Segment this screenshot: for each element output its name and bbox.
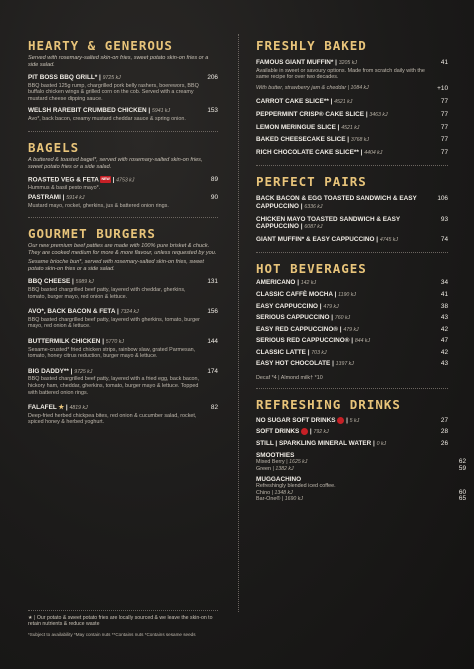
item-price: 65 xyxy=(458,495,466,503)
item-price: +10 xyxy=(437,84,448,92)
item-price: 131 xyxy=(207,278,218,286)
item-name: RICH CHOCOLATE CAKE SLICE xyxy=(256,148,354,156)
item-price: 174 xyxy=(207,367,218,375)
item-kj: 479 kJ xyxy=(343,326,359,333)
menu-item[interactable]: LEMON MERINGUE SLICE | 4521 kJ 77 xyxy=(256,123,448,131)
section-divider xyxy=(256,388,448,389)
item-kj: 142 kJ xyxy=(300,280,317,287)
item-price: 77 xyxy=(440,148,448,156)
menu-item[interactable]: PEPPERMINT CRISP® CAKE SLICE | 3463 kJ 77 xyxy=(256,110,448,118)
variant-name: Mixed Berry xyxy=(256,459,285,466)
item-price: 43 xyxy=(440,360,448,368)
item-kj: 4521 kJ xyxy=(341,124,360,131)
menu-item[interactable]: BACK BACON & EGG TOASTED SANDWICH & EASY CAPPUCCINO | 6336 kJ 106 xyxy=(256,195,448,210)
hot-beverage-list xyxy=(256,279,448,369)
variant-name: Green xyxy=(256,466,271,472)
menu-item[interactable]: EASY RED CAPPUCCINO® | 479 kJ 42 xyxy=(256,325,448,333)
variant-name: Bar-One® xyxy=(256,496,281,503)
new-badge: NEW xyxy=(100,176,110,184)
smoothies-label: SMOOTHIES xyxy=(256,451,295,459)
item-price: 38 xyxy=(440,302,448,310)
item-name: NO SUGAR SOFT DRINKS xyxy=(256,416,336,424)
burgers-intro-2: Sesame brioche bun*, served with rosemary-salted skin-on fries, sweet potato skin-on fries or a side salad. xyxy=(28,259,204,273)
item-kj: 1625 kJ xyxy=(289,459,308,466)
item-name: SERIOUS RED CAPPUCCINO® xyxy=(256,337,350,345)
item-kj: 479 kJ xyxy=(323,303,339,310)
menu-item-extra[interactable]: With butter, strawberry jam & cheddar | 1084 kJ +10 xyxy=(256,84,448,92)
item-name: EASY HOT CHOCOLATE xyxy=(256,360,331,368)
item-price: 144 xyxy=(207,337,218,345)
item-name: SOFT DRINKS xyxy=(256,428,300,436)
right-column xyxy=(256,38,466,503)
section-divider xyxy=(28,131,218,132)
left-column xyxy=(28,38,218,426)
menu-item[interactable]: ROASTED VEG & FETA NEW | 4753 kJ 89 Hummus & basil pesto mayo*. xyxy=(28,175,218,191)
item-price: 106 xyxy=(437,195,448,203)
item-name: CLASSIC LATTE xyxy=(256,348,306,356)
item-kj: 1382 kJ xyxy=(275,466,294,472)
menu-item[interactable]: BIG DADDY** | 9725 kJ 174 BBQ basted chargrilled beef patty, layered with a fried egg, back bacon, hickory ham, cheddar, gherkins, tomato, burger mayo & lettuce. Topped with battered onion rings. xyxy=(28,367,218,396)
menu-item[interactable]: AMERICANO | 142 kJ 34 xyxy=(256,279,448,287)
item-kj: 703 kJ xyxy=(311,349,327,356)
item-name: EASY CAPPUCCINO xyxy=(256,302,319,310)
bagels-title: BAGELS xyxy=(28,139,80,155)
muggachino-label: MUGGACHINO xyxy=(256,475,302,483)
coca-cola-icon xyxy=(337,417,344,424)
item-price: 42 xyxy=(440,325,448,333)
item-name: BUTTERMILK CHICKEN xyxy=(28,337,101,345)
menu-item[interactable]: EASY CAPPUCCINO | 479 kJ 38 xyxy=(256,302,448,310)
item-price: 153 xyxy=(207,107,218,115)
item-price: 41 xyxy=(440,59,448,66)
item-kj: 5914 kJ xyxy=(66,195,85,202)
item-price: 77 xyxy=(440,110,448,118)
item-price: 93 xyxy=(440,215,448,223)
item-name: SERIOUS CAPPUCCINO xyxy=(256,314,330,322)
item-name: BBQ CHEESE xyxy=(28,278,71,286)
item-price: 59 xyxy=(458,465,466,472)
item-name: ROASTED VEG & FETA xyxy=(28,176,99,184)
item-price: 90 xyxy=(210,194,218,202)
item-price: 77 xyxy=(440,123,448,131)
item-name: AMERICANO xyxy=(256,279,296,287)
menu-item[interactable]: STILL | SPARKLING MINERAL WATER | 0 kJ 26 xyxy=(256,440,448,448)
item-sup: ** xyxy=(323,98,329,106)
item-name: WELSH RAREBIT CRUMBED CHICKEN xyxy=(28,107,147,115)
menu-item[interactable]: SERIOUS RED CAPPUCCINO® | 844 kJ 47 xyxy=(256,337,448,345)
menu-item[interactable]: FALAFEL ★ | 4819 kJ 82 Deep-fried herbed chickpea bites, red onion & cucumber salad, rocket, spiced honey & herbed yoghurt. xyxy=(28,404,218,426)
item-name: BIG DADDY xyxy=(28,367,64,375)
item-kj: 4521 kJ xyxy=(334,99,353,106)
item-kj: 6336 kJ xyxy=(304,203,323,210)
item-kj: 4404 kJ xyxy=(364,149,383,156)
menu-item[interactable]: PIT BOSS BBQ GRILL* | 9725 kJ 206 BBQ basted 125g rump, chargrilled pork belly rashers, boerewors, BBQ buffalo chicken wings & grilled corn on the cob. Served with a creamy mustard cheese dipping sauce. xyxy=(28,74,218,102)
item-desc: BBQ basted 125g rump, chargrilled pork belly rashers, boerewors, BBQ buffalo chicken wings & grilled corn on the cob. Served with a creamy mustard cheese dipping sauce. xyxy=(28,82,199,102)
baked-title: FRESHLY BAKED xyxy=(256,38,367,53)
item-kj: 3205 kJ xyxy=(338,60,357,66)
coca-cola-icon xyxy=(301,428,308,435)
menu-item[interactable]: EASY HOT CHOCOLATE | 1397 kJ 43 xyxy=(256,360,448,368)
menu-item[interactable]: FAMOUS GIANT MUFFIN* | 3205 kJ 41 Available in sweet or savoury options. Made from scratch daily with the same recipe for over two decades. xyxy=(256,59,448,81)
item-name: STILL | SPARKLING MINERAL WATER xyxy=(256,440,372,448)
menu-item[interactable]: BAKED CHEESECAKE SLICE | 3768 kJ 77 xyxy=(256,136,448,144)
item-sup: ** xyxy=(353,148,359,156)
menu-item[interactable]: SOFT DRINKS | 792 kJ 28 xyxy=(256,428,448,436)
footer xyxy=(28,610,248,638)
item-name: CLASSIC CAFFÈ MOCHA xyxy=(256,290,333,298)
menu-item[interactable]: SMOOTHIES Mixed Berry | 1625 kJ 62 Green | 1382 kJ 59 xyxy=(256,451,466,472)
cold-title: REFRESHING DRINKS xyxy=(256,396,401,412)
item-price: 41 xyxy=(440,290,448,298)
item-name: CHICKEN MAYO TOASTED SANDWICH & EASY CAPPUCCINO xyxy=(256,215,401,231)
section-divider xyxy=(28,217,218,218)
item-price: 156 xyxy=(207,308,218,316)
menu-item[interactable]: SERIOUS CAPPUCCINO | 760 kJ 43 xyxy=(256,314,448,322)
item-name: EASY RED CAPPUCCINO® xyxy=(256,325,339,333)
item-kj: 1190 kJ xyxy=(338,291,356,298)
item-price: 42 xyxy=(440,348,448,356)
item-price: 206 xyxy=(207,74,218,81)
menu-item[interactable]: CARROT CAKE SLICE** | 4521 kJ 77 xyxy=(256,98,448,106)
item-kj: 4819 kJ xyxy=(69,405,88,412)
menu-item[interactable]: RICH CHOCOLATE CAKE SLICE** | 4404 kJ 77 xyxy=(256,148,448,156)
burgers-title: GOURMET BURGERS xyxy=(28,226,156,242)
item-kj: 1690 kJ xyxy=(284,496,303,503)
item-desc: BBQ basted chargrilled beef patty, layered with gherkins, tomato, burger mayo, red onion & lettuce. xyxy=(28,316,200,330)
item-name: AVO*, BACK BACON & FETA xyxy=(28,308,116,316)
menu-item[interactable]: AVO*, BACK BACON & FETA | 7324 kJ 156 BBQ basted chargrilled beef patty, layered with gherkins, tomato, burger mayo, red onion & lettuce. xyxy=(28,308,218,330)
menu-item[interactable]: BUTTERMILK CHICKEN | 5770 kJ 144 Sesame-crusted* fried chicken strips, rainbow slaw, grated Parmesan, tomato, honey citrus reduction, burger mayo & lettuce. xyxy=(28,337,218,360)
section-divider xyxy=(256,252,448,253)
extra-label: With butter, strawberry jam & cheddar xyxy=(256,84,347,91)
footer-divider xyxy=(28,610,218,611)
item-kj: 7324 kJ xyxy=(120,309,139,316)
item-desc: BBQ basted chargrilled beef patty, layered with a fried egg, back bacon, hickory ham, cheddar, gherkins, tomato, burger mayo & lettuce. Topped with battered onion rings. xyxy=(28,376,200,396)
menu-item[interactable]: MUGGACHINO Refreshingly blended iced coffee. Chino | 1348 kJ 60 Bar-One® | 1690 kJ 65 xyxy=(256,475,466,503)
item-name: BACK BACON & EGG TOASTED SANDWICH & EASY CAPPUCCINO xyxy=(256,195,417,210)
item-desc: Deep-fried herbed chickpea bites, red onion & cucumber salad, rocket, spiced honey & herbed yoghurt. xyxy=(28,412,197,426)
star-icon: ★ xyxy=(58,404,65,412)
item-desc: BBQ basted chargrilled beef patty, layered with cheddar, gherkins, tomato, burger mayo, red onion & lettuce. xyxy=(28,287,186,300)
item-kj: 6087 kJ xyxy=(304,224,323,231)
item-desc: Hummus & basil pesto mayo*. xyxy=(28,184,101,191)
item-kj: 1348 kJ xyxy=(274,489,293,496)
variant-name: Chino xyxy=(256,489,271,496)
item-kj: 792 kJ xyxy=(313,429,329,436)
item-desc: Avo*, back bacon, creamy mustard cheddar sauce & spring onion. xyxy=(28,115,186,122)
item-desc: Mustard mayo, rocket, gherkins, jus & battered onion rings. xyxy=(28,202,169,209)
menu-item[interactable]: PASTRAMI | 5914 kJ 90 Mustard mayo, rocket, gherkins, jus & battered onion rings. xyxy=(28,194,218,209)
item-kj: 5941 kJ xyxy=(151,108,171,115)
column-divider xyxy=(238,34,240,612)
hearty-intro: Served with rosemary-salted skin-on fries, sweet potato skin-on fries or a side salad. xyxy=(28,55,209,68)
item-desc: Refreshingly blended iced coffee. xyxy=(256,483,336,490)
item-price: 28 xyxy=(440,428,448,436)
footer-note: ★ | Our potato & sweet potato fries are locally sourced & we leave the skin-on to retain nutrients & reduce waste xyxy=(28,615,213,628)
hearty-title: HEARTY & GENEROUS xyxy=(28,38,173,53)
item-kj: 3463 kJ xyxy=(369,111,388,118)
item-kj: 1397 kJ xyxy=(335,361,354,368)
item-sup: * xyxy=(330,59,334,66)
menu-item[interactable]: CLASSIC LATTE | 703 kJ 42 xyxy=(256,348,448,356)
item-kj: 1084 kJ xyxy=(350,84,369,91)
menu-item[interactable]: CLASSIC CAFFÈ MOCHA | 1190 kJ 41 xyxy=(256,290,448,298)
item-name: LEMON MERINGUE SLICE xyxy=(256,123,336,131)
item-price: 74 xyxy=(440,235,448,243)
item-price: 77 xyxy=(440,98,448,106)
item-name: PASTRAMI xyxy=(28,194,61,202)
item-name: PEPPERMINT CRISP® CAKE SLICE xyxy=(256,110,365,118)
item-price: 60 xyxy=(458,488,466,496)
item-price: 77 xyxy=(440,136,448,144)
bagels-intro: A buttered & toasted bagel*, served with rosemary-salted skin-on fries, sweet potato fries or a side salad. xyxy=(28,156,203,170)
menu-item[interactable]: CHICKEN MAYO TOASTED SANDWICH & EASY CAPPUCCINO | 6087 kJ 93 xyxy=(256,215,448,231)
item-kj: 9725 kJ xyxy=(74,368,93,375)
hot-title: HOT BEVERAGES xyxy=(256,261,367,277)
item-name: PIT BOSS BBQ GRILL xyxy=(28,74,95,81)
item-price: 62 xyxy=(458,458,466,466)
item-kj: 844 kJ xyxy=(354,338,371,345)
item-kj: 5989 kJ xyxy=(75,279,94,286)
item-sup: * xyxy=(94,74,98,81)
item-name: BAKED CHEESECAKE SLICE xyxy=(256,136,346,144)
item-kj: 5770 kJ xyxy=(105,338,124,345)
section-divider xyxy=(256,165,448,166)
item-name: FALAFEL xyxy=(28,404,57,412)
item-kj: 4753 kJ xyxy=(116,177,135,184)
item-kj: 9725 kJ xyxy=(102,75,121,81)
item-kj: 5 kJ xyxy=(349,417,360,424)
item-price: 82 xyxy=(210,404,218,412)
item-desc: Sesame-crusted* fried chicken strips, rainbow slaw, grated Parmesan, tomato, honey citrus reduction, burger mayo & lettuce. xyxy=(28,346,196,360)
burgers-intro: Our new premium beef patties are made with 100% pure brisket & chuck. They are cooked medium for more & more flavour, unless requested by you. xyxy=(28,243,217,257)
menu-item[interactable]: WELSH RAREBIT CRUMBED CHICKEN | 5941 kJ 153 Avo*, back bacon, creamy mustard cheddar sauce & spring onion. xyxy=(28,107,218,122)
menu-item[interactable]: BBQ CHEESE | 5989 kJ 131 BBQ basted chargrilled beef patty, layered with cheddar, gherkins, tomato, burger mayo, red onion & lettuce. xyxy=(28,278,218,300)
item-kj: 4745 kJ xyxy=(379,236,398,243)
menu-item[interactable]: GIANT MUFFIN* & EASY CAPPUCCINO | 4745 kJ 74 xyxy=(256,235,448,243)
hot-note: Decaf *4 | Almond milk† *10 xyxy=(256,375,323,382)
item-desc: Available in sweet or savoury options. Made from scratch daily with the same recipe for over two decades. xyxy=(256,67,425,81)
item-name: CARROT CAKE SLICE xyxy=(256,98,324,106)
menu-item[interactable]: NO SUGAR SOFT DRINKS | 5 kJ 27 xyxy=(256,416,448,424)
item-price: 43 xyxy=(440,314,448,322)
item-name: FAMOUS GIANT MUFFIN xyxy=(256,59,331,66)
item-price: 27 xyxy=(440,416,448,424)
item-name: GIANT MUFFIN* & EASY CAPPUCCINO xyxy=(256,235,375,243)
pairs-title: PERFECT PAIRS xyxy=(256,174,367,190)
item-price: 47 xyxy=(440,337,448,345)
item-price: 26 xyxy=(440,440,448,448)
item-kj: 0 kJ xyxy=(376,441,387,448)
footer-legend: *Subject to availability *May contain nuts **Contains nuts *Contains sesame seeds xyxy=(28,631,196,637)
item-kj: 760 kJ xyxy=(334,315,351,322)
item-kj: 3768 kJ xyxy=(350,137,369,144)
item-price: 34 xyxy=(440,279,448,287)
item-price: 89 xyxy=(210,175,218,183)
item-sup: ** xyxy=(63,367,69,375)
